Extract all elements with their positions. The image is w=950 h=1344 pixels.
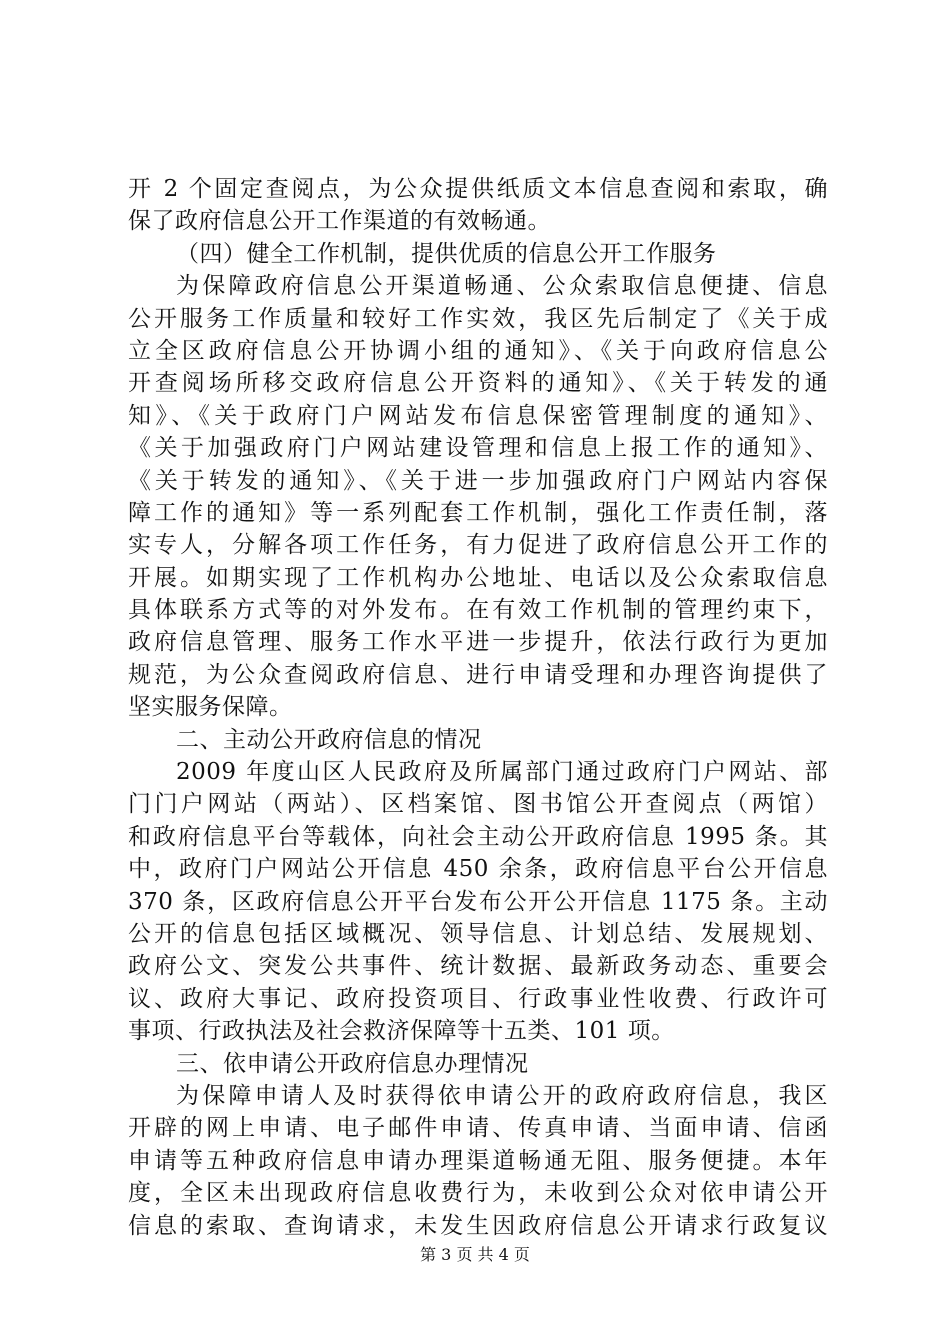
paragraph-2-line-11: 政府信息管理、服务工作水平进一步提升，依法行政行为更加 <box>128 629 828 656</box>
paragraph-4-line-2: 和政府信息平台等载体，向社会主动公开政府信息 1995 条。其 <box>128 823 828 850</box>
paragraph-2-line-9: 开展。如期实现了工作机构办公地址、电话以及公众索取信息 <box>128 564 828 591</box>
page-footer: 第 3 页 共 4 页 <box>420 1245 530 1264</box>
paragraph-4-line-5: 公开的信息包括区域概况、领导信息、计划总结、发展规划、 <box>128 920 828 947</box>
paragraph-3-line-0: 二、主动公开政府信息的情况 <box>176 726 482 753</box>
paragraph-2-line-8: 实专人，分解各项工作任务，有力促进了政府信息公开工作的 <box>128 532 828 559</box>
paragraph-2-line-13: 坚实服务保障。 <box>128 694 293 721</box>
paragraph-4-line-8: 事项、行政执法及社会救济保障等十五类、101 项。 <box>128 1018 675 1045</box>
paragraph-2-line-7: 障工作的通知》等一系列配套工作机制，强化工作责任制，落 <box>128 499 828 526</box>
paragraph-2-line-4: 知》、《关于政府门户网站发布信息保密管理制度的通知》、 <box>128 402 828 429</box>
paragraph-2-line-5: 《关于加强政府门户网站建设管理和信息上报工作的通知》、 <box>128 435 828 462</box>
paragraph-0-line-1: 保了政府信息公开工作渠道的有效畅通。 <box>128 208 551 235</box>
paragraph-1-line-0: （四）健全工作机制，提供优质的信息公开工作服务 <box>176 240 717 267</box>
paragraph-5-line-0: 三、依申请公开政府信息办理情况 <box>176 1050 529 1077</box>
paragraph-2-line-1: 公开服务工作质量和较好工作实效，我区先后制定了《关于成 <box>128 305 828 332</box>
paragraph-2-line-6: 《关于转发的通知》、《关于进一步加强政府门户网站内容保 <box>128 467 828 494</box>
paragraph-4-line-4: 370 条，区政府信息公开平台发布公开公开信息 1175 条。主动 <box>128 888 828 915</box>
paragraph-0-line-0: 开 2 个固定查阅点，为公众提供纸质文本信息查阅和索取，确 <box>128 176 828 202</box>
document-body <box>128 173 828 1242</box>
paragraph-4-line-3: 中，政府门户网站公开信息 450 余条，政府信息平台公开信息 <box>128 856 828 883</box>
paragraph-2-line-3: 开查阅场所移交政府信息公开资料的通知》、《关于转发的通 <box>128 370 828 397</box>
paragraph-6-line-3: 度，全区未出现政府信息收费行为，未收到公众对依申请公开 <box>128 1180 828 1207</box>
paragraph-2-line-10: 具体联系方式等的对外发布。在有效工作机制的管理约束下， <box>128 597 828 624</box>
paragraph-4-line-6: 政府公文、突发公共事件、统计数据、最新政务动态、重要会 <box>128 953 828 980</box>
paragraph-4-line-7: 议、政府大事记、政府投资项目、行政事业性收费、行政许可 <box>128 985 828 1012</box>
paragraph-2-line-12: 规范，为公众查阅政府信息、进行申请受理和办理咨询提供了 <box>128 661 828 688</box>
paragraph-6-line-4: 信息的索取、查询请求，未发生因政府信息公开请求行政复议 <box>128 1212 828 1239</box>
paragraph-6-line-2: 申请等五种政府信息申请办理渠道畅通无阻、服务便捷。本年 <box>128 1147 828 1174</box>
paragraph-4-line-0: 2009 年度山区人民政府及所属部门通过政府门户网站、部 <box>176 759 828 786</box>
paragraph-6-line-0: 为保障申请人及时获得依申请公开的政府政府信息，我区 <box>176 1082 828 1109</box>
paragraph-6-line-1: 开辟的网上申请、电子邮件申请、传真申请、当面申请、信函 <box>128 1115 828 1142</box>
paragraph-2-line-0: 为保障政府信息公开渠道畅通、公众索取信息便捷、信息 <box>176 273 828 300</box>
paragraph-4-line-1: 门门户网站（两站）、区档案馆、图书馆公开查阅点（两馆） <box>128 791 828 818</box>
paragraph-2-line-2: 立全区政府信息公开协调小组的通知》、《关于向政府信息公 <box>128 337 828 364</box>
